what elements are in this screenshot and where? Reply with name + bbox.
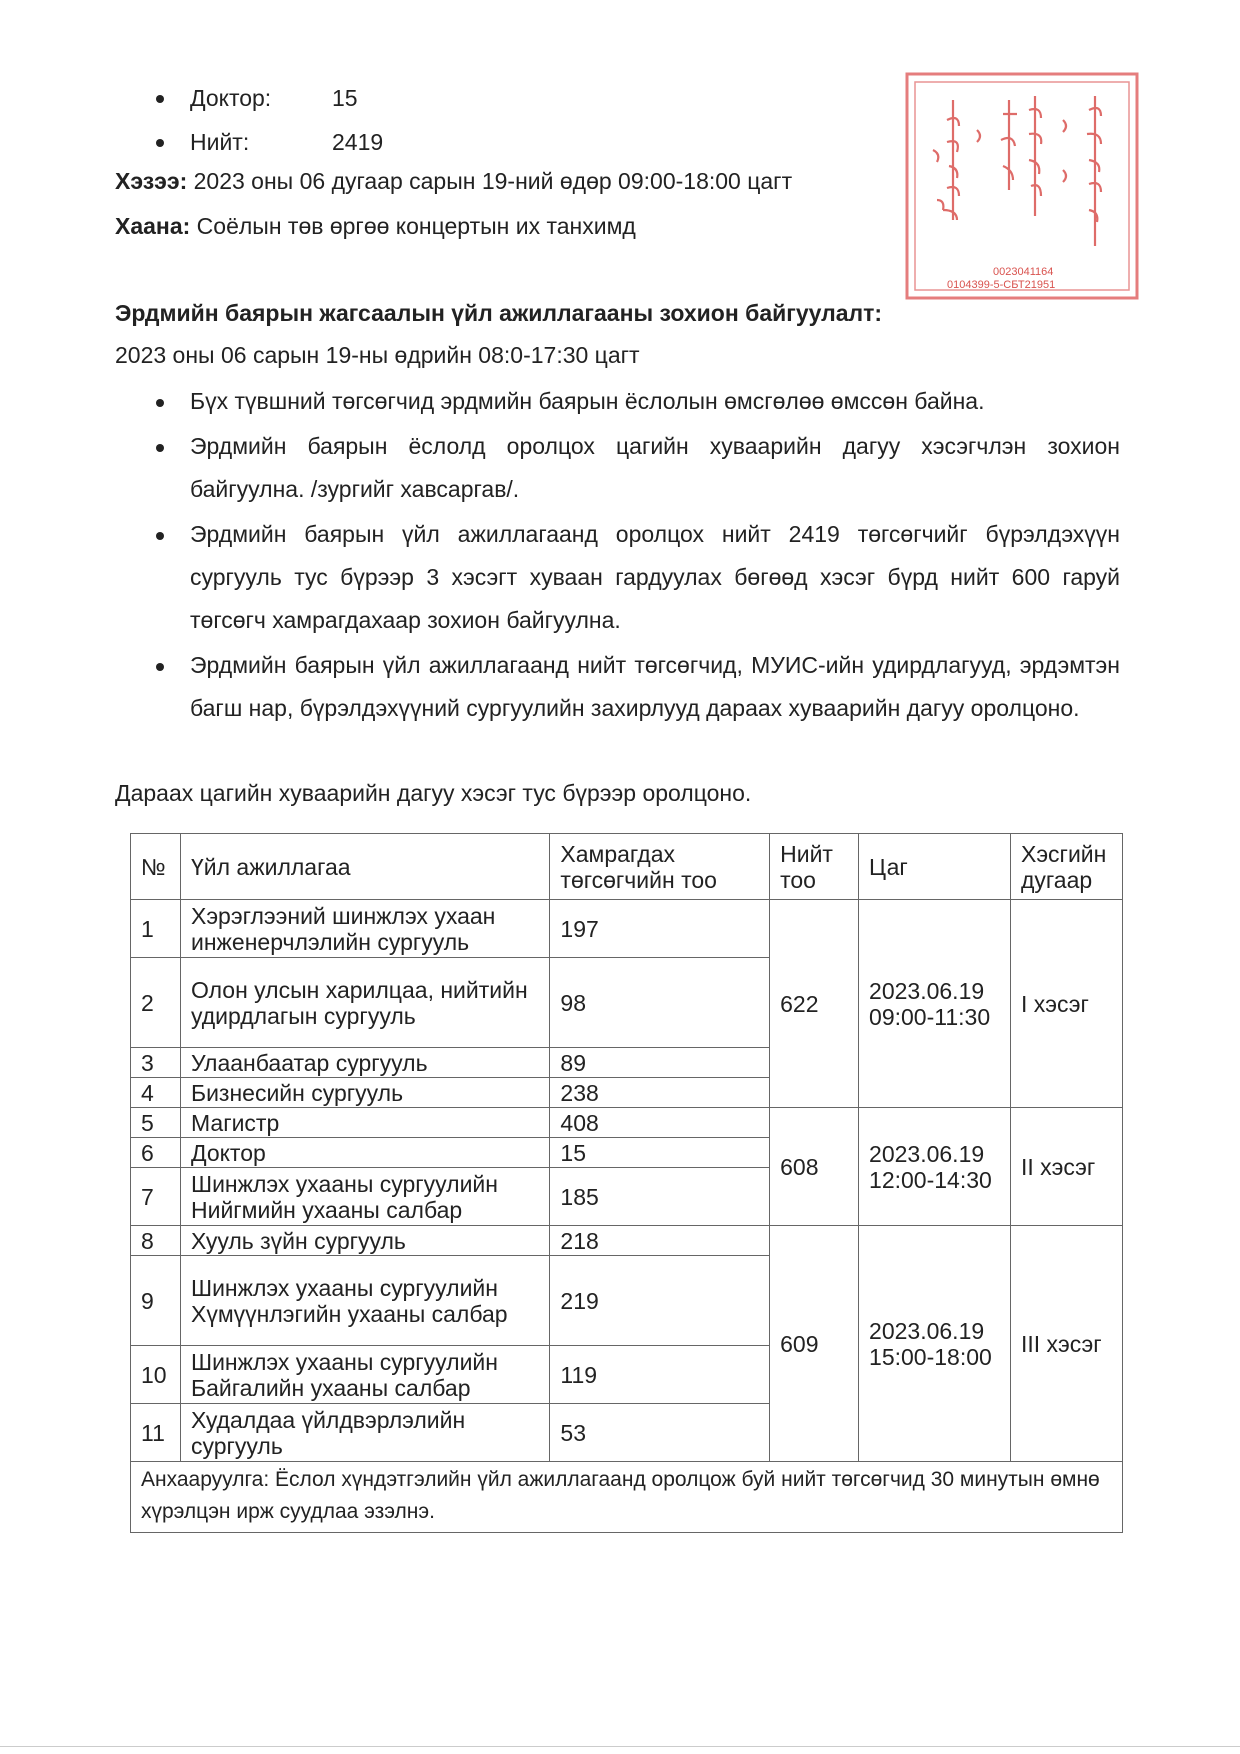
- cell-activity: Шинжлэх ухааны сургуулийн Хүмүүнлэгийн ухааны салбар: [180, 1256, 549, 1346]
- cell-no: 8: [131, 1226, 181, 1256]
- cell-no: 9: [131, 1256, 181, 1346]
- cell-activity: Бизнесийн сургууль: [180, 1078, 549, 1108]
- cell-activity: Хууль зүйн сургууль: [180, 1226, 549, 1256]
- cell-graduates: 185: [550, 1168, 770, 1226]
- cell-activity: Шинжлэх ухааны сургуулийн Байгалийн ухааны салбар: [180, 1346, 549, 1404]
- cell-activity: Олон улсын харилцаа, нийтийн удирдлагын сургууль: [180, 958, 549, 1048]
- cell-no: 11: [131, 1404, 181, 1462]
- cell-activity: Доктор: [180, 1138, 549, 1168]
- bullet-icon: [156, 95, 164, 103]
- cell-graduates: 53: [550, 1404, 770, 1462]
- organization-bullets: [152, 380, 1120, 732]
- summary-value: 15: [332, 85, 358, 111]
- bullet-icon: [156, 399, 164, 407]
- table-note-row: [131, 1462, 1123, 1533]
- stamp-line-1: 0023041164: [993, 266, 1054, 278]
- cell-graduates: 219: [550, 1256, 770, 1346]
- cell-no: 10: [131, 1346, 181, 1404]
- time-date: 2023.06.19: [869, 1140, 985, 1167]
- cell-graduates: 238: [550, 1078, 770, 1108]
- cell-total: 608: [770, 1108, 859, 1226]
- cell-total: 622: [770, 900, 859, 1108]
- organization-bullet: [152, 644, 1120, 730]
- cell-no: 4: [131, 1078, 181, 1108]
- section-dateline: 2023 оны 06 сарын 19-ны өдрийн 08:0-17:30 цагт: [115, 342, 640, 368]
- header-activity: Үйл ажиллагаа: [180, 834, 549, 900]
- table-row: [131, 1226, 1123, 1256]
- cell-no: 7: [131, 1168, 181, 1226]
- header-group: Хэсгийн дугаар: [1010, 834, 1122, 900]
- cell-group: III хэсэг: [1010, 1226, 1122, 1462]
- bullet-text: Эрдмийн баярын үйл ажиллагаанд оролцох нийт 2419 төгсөгчийг бүрэлдэхүүн сургууль тус бүрээр 3 хэсэгт хуваан гардуулах бөгөөд хэсэг бүрд нийт 600 гаруй төгсөгч хамрагдахаар зохион байгуулна.: [190, 521, 1120, 633]
- cell-time: [859, 1108, 1011, 1226]
- cell-activity: Шинжлэх ухааны сургуулийн Нийгмийн ухааны салбар: [180, 1168, 549, 1226]
- when-text: 2023 оны 06 дугаар сарын 19-ний өдөр 09:00-18:00 цагт: [187, 168, 793, 194]
- cell-time: [859, 1226, 1011, 1462]
- table-row: [131, 1108, 1123, 1138]
- time-date: 2023.06.19: [869, 1317, 985, 1344]
- summary-value: 2419: [332, 129, 384, 155]
- cell-graduates: 197: [550, 900, 770, 958]
- organization-bullet: [152, 380, 1120, 423]
- table-note: Анхааруулга: Ёслол хүндэтгэлийн үйл ажиллагаанд оролцож буй нийт төгсөгчид 30 минутын өмнө хүрэлцэн ирж суудлаа эзэлнэ.: [131, 1462, 1123, 1533]
- cell-graduates: 119: [550, 1346, 770, 1404]
- when-label: Хэзээ:: [115, 168, 188, 194]
- bullet-icon: [156, 532, 164, 540]
- table-header-row: [131, 834, 1123, 900]
- schedule-table: [130, 833, 1123, 1533]
- header-time: Цаг: [859, 834, 1011, 900]
- cell-group: I хэсэг: [1010, 900, 1122, 1108]
- when-line: [115, 168, 792, 195]
- cell-graduates: 89: [550, 1048, 770, 1078]
- where-text: Соёлын төв өргөө концертын их танхимд: [190, 213, 636, 239]
- bullet-text: Эрдмийн баярын ёслолд оролцох цагийн хуваарийн дагуу хэсэгчлэн зохион байгуулна. /зургийг хавсаргав/.: [190, 433, 1120, 502]
- bullet-text: Бүх түвшний төгсөгчид эрдмийн баярын ёслолын өмсгөлөө өмссөн байна.: [190, 388, 985, 414]
- time-range: 12:00-14:30: [869, 1166, 992, 1193]
- header-graduates: Хамрагдах төгсөгчийн тоо: [550, 834, 770, 900]
- schedule-intro: Дараах цагийн хуваарийн дагуу хэсэг тус бүрээр оролцоно.: [115, 780, 752, 806]
- cell-activity: Хэрэглээний шинжлэх ухаан инженерчлэлийн сургууль: [180, 900, 549, 958]
- cell-group: II хэсэг: [1010, 1108, 1122, 1226]
- cell-no: 3: [131, 1048, 181, 1078]
- cell-no: 2: [131, 958, 181, 1048]
- official-stamp: [903, 70, 1141, 302]
- header-no: №: [131, 834, 181, 900]
- organization-bullet: [152, 513, 1120, 642]
- cell-activity: Магистр: [180, 1108, 549, 1138]
- table-row: [131, 900, 1123, 958]
- cell-no: 1: [131, 900, 181, 958]
- time-date: 2023.06.19: [869, 977, 985, 1004]
- cell-no: 5: [131, 1108, 181, 1138]
- cell-no: 6: [131, 1138, 181, 1168]
- organization-bullet: [152, 425, 1120, 511]
- bullet-icon: [156, 444, 164, 452]
- bullet-text: Эрдмийн баярын үйл ажиллагаанд нийт төгсөгчид, МУИС-ийн удирдлагууд, эрдэмтэн багш нар, бүрэлдэхүүний сургуулийн захирлууд дараах хуваарийн дагуу оролцоно.: [190, 652, 1120, 721]
- time-range: 15:00-18:00: [869, 1343, 992, 1370]
- bullet-icon: [156, 663, 164, 671]
- cell-graduates: 408: [550, 1108, 770, 1138]
- bullet-icon: [156, 139, 164, 147]
- cell-graduates: 15: [550, 1138, 770, 1168]
- summary-label: Нийт:: [190, 129, 250, 155]
- cell-time: [859, 900, 1011, 1108]
- section-heading: Эрдмийн баярын жагсаалын үйл ажиллагааны зохион байгуулалт:: [115, 300, 883, 326]
- cell-activity: Худалдаа үйлдвэрлэлийн сургууль: [180, 1404, 549, 1462]
- header-total: Нийт тоо: [770, 834, 859, 900]
- cell-graduates: 218: [550, 1226, 770, 1256]
- page-bottom-rule: [0, 1746, 1240, 1747]
- where-label: Хаана:: [115, 213, 191, 239]
- cell-activity: Улаанбаатар сургууль: [180, 1048, 549, 1078]
- summary-label: Доктор:: [190, 85, 272, 111]
- where-line: [115, 213, 636, 240]
- stamp-line-2: 0104399-5-СБТ21951: [947, 279, 1056, 291]
- time-range: 09:00-11:30: [869, 1003, 991, 1030]
- cell-graduates: 98: [550, 958, 770, 1048]
- cell-total: 609: [770, 1226, 859, 1462]
